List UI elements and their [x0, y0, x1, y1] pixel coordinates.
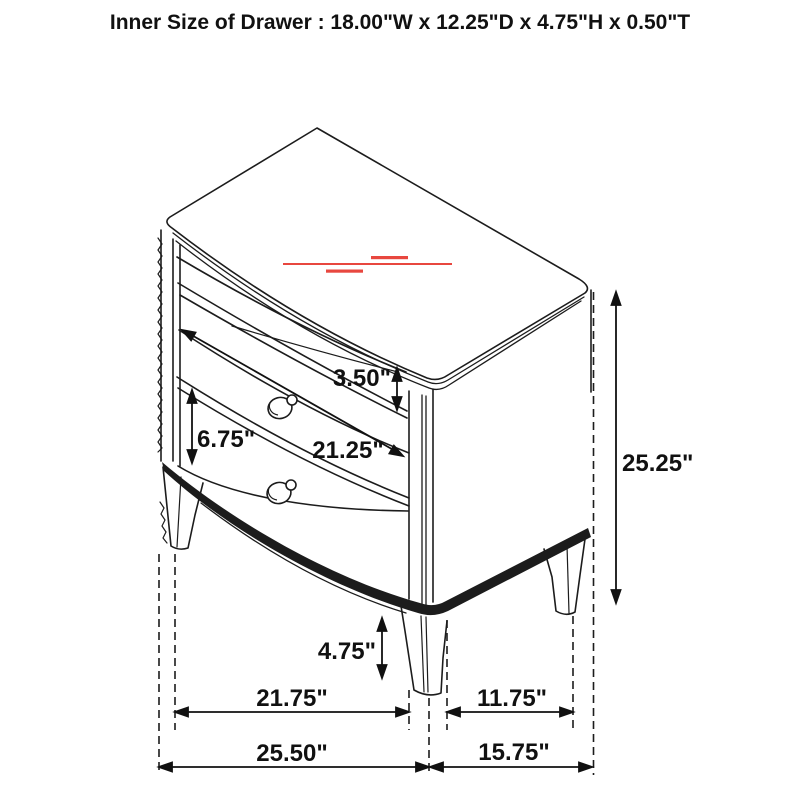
dim-label-overall-depth: 15.75" [478, 739, 550, 766]
drawer-knobs [265, 395, 297, 506]
dim-label-drawer-face-width: 21.25" [312, 437, 384, 464]
dim-label-inner-depth: 11.75" [476, 685, 548, 712]
dim-label-leg-height: 4.75" [317, 638, 376, 665]
front-right-leg-face-line-1 [421, 616, 424, 692]
dim-label-overall-width: 25.50" [256, 740, 328, 767]
diagram-title: Inner Size of Drawer : 18.00"W x 12.25"D x 4.75"H x 0.50"T [109, 11, 691, 34]
front-right-leg-face-line-2 [426, 617, 428, 692]
dim-label-inner-width: 21.75" [256, 685, 328, 712]
red-mark-long [283, 263, 452, 265]
front-left-leg-face-line [177, 477, 181, 547]
dim-label-opening-height: 3.50" [332, 365, 391, 392]
dim-label-drawer-face-height: 6.75" [197, 426, 256, 453]
red-mark-lower [326, 270, 363, 273]
dim-label-overall-height: 25.25" [622, 450, 694, 477]
dimension-lines [159, 292, 621, 772]
top-drawer-knob-ring [287, 395, 297, 405]
top-surface [167, 128, 588, 379]
left-leg-texture [160, 502, 167, 543]
bottom-drawer-knob-ring [286, 480, 296, 490]
nightstand-drawing [158, 128, 591, 695]
red-mark-upper [371, 256, 408, 259]
rear-right-leg-face-line [567, 545, 569, 613]
